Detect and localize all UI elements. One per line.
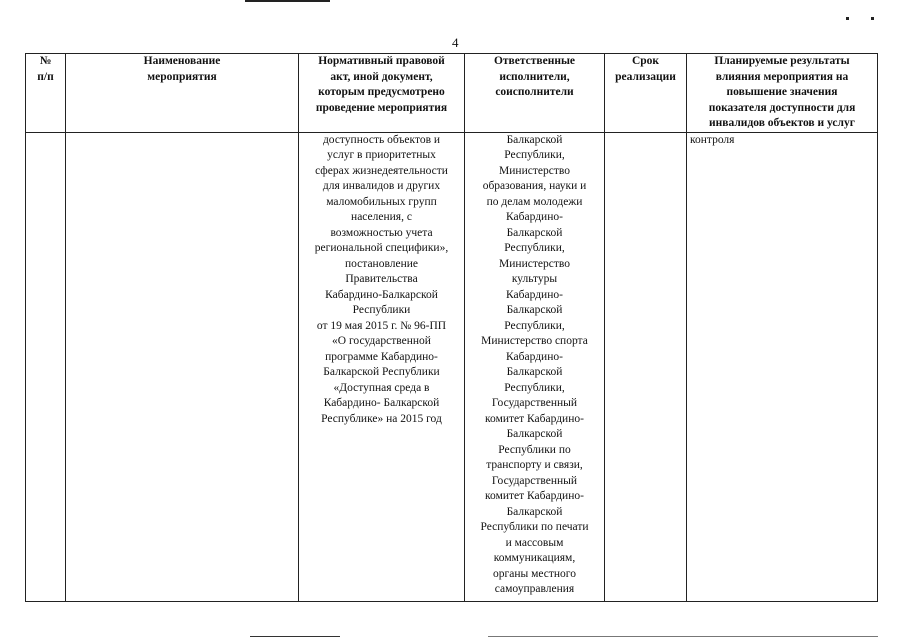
cell-text-line: самоуправления	[494, 583, 575, 595]
cell-text-line: Государственный	[491, 474, 578, 487]
cell-text-line: Балкарской	[506, 133, 563, 146]
header-text-line: №	[39, 55, 52, 67]
page-number: 4	[452, 35, 459, 50]
table-row	[26, 132, 878, 602]
header-text-line: Планируемые результаты	[714, 55, 850, 67]
cell-text-line: сферах жизнедеятельности	[315, 164, 448, 177]
header-text-line: Срок	[631, 55, 660, 67]
header-document	[299, 54, 465, 133]
header-executors	[465, 54, 605, 133]
cell-text-line: возможностью учета	[330, 226, 433, 239]
cell-text-line: Министерство спорта	[481, 335, 588, 347]
cell-text-line: региональной специфики»,	[314, 242, 449, 254]
cell-text-line: Кабардино-	[506, 350, 563, 363]
cell-text-line: коммуникациям,	[493, 552, 576, 564]
header-name	[66, 54, 299, 133]
header-text-line: акт, иной документ,	[330, 70, 433, 83]
cell-text-line: Кабардино-Балкарской	[325, 288, 438, 301]
header-text-line: показателя доступности для	[708, 101, 856, 114]
header-lines	[608, 54, 683, 85]
cell-text-line: Балкарской	[506, 428, 563, 440]
header-lines	[468, 54, 601, 101]
header-text-line: которым предусмотрено	[318, 86, 445, 98]
scan-mark-top-left	[245, 0, 330, 2]
cell-text-line: Балкарской	[506, 366, 563, 378]
header-number	[26, 54, 66, 133]
header-text-line: проведение мероприятия	[315, 101, 448, 114]
cell-results	[687, 132, 878, 602]
cell-text-line: доступность объектов и	[322, 133, 441, 146]
cell-text-line: Кабардино- Балкарской	[323, 397, 440, 409]
header-text-line: Наименование	[143, 55, 221, 67]
header-text-line: Ответственные	[493, 55, 576, 67]
scan-mark-top-right-1	[846, 17, 849, 20]
cell-text-line: и массовым	[505, 536, 564, 549]
header-text-line: повышение значения	[726, 86, 838, 98]
cell-text-line: образования, науки и	[482, 180, 587, 192]
cell-text-line: программе Кабардино-	[325, 350, 438, 363]
cell-document	[299, 132, 465, 602]
header-lines	[69, 54, 295, 85]
header-text-line: Нормативный правовой	[318, 55, 445, 67]
header-lines	[29, 54, 62, 85]
cell-text-line: контроля	[690, 133, 735, 146]
cell-number	[26, 132, 66, 602]
cell-text-line: Республики,	[504, 319, 565, 332]
cell-text-line: транспорту и связи,	[486, 459, 583, 471]
cell-text-line: Балкарской Республики	[323, 366, 440, 378]
header-text-line: реализации	[615, 70, 676, 83]
cell-text-line: «О государственной	[332, 335, 431, 347]
header-text-line: соисполнители	[495, 86, 574, 98]
cell-text-line: Республики,	[504, 381, 565, 394]
cell-text-line: по делам молодежи	[486, 195, 583, 208]
cell-text-line: комитет Кабардино-	[485, 490, 584, 502]
cell-executors	[465, 132, 605, 602]
cell-text-line: Балкарской	[506, 304, 563, 316]
cell-text-line: населения, с	[351, 211, 412, 223]
header-lines	[690, 54, 874, 132]
cell-text-line: маломобильных групп	[326, 195, 437, 208]
header-text-line: мероприятия	[147, 70, 217, 83]
cell-text-line: услуг в приоритетных	[327, 149, 436, 161]
cell-text-line: Республики,	[504, 242, 565, 254]
scan-line-bottom-right	[488, 636, 878, 637]
cell-name	[66, 132, 299, 602]
cell-text-line: Государственный	[491, 397, 578, 409]
cell-text-line: «Доступная среда в	[333, 381, 430, 394]
cell-text-line: Правительства	[345, 273, 418, 285]
cell-text-line: культуры	[511, 273, 558, 285]
cell-text-line: для инвалидов и других	[322, 180, 441, 192]
header-results	[687, 54, 878, 133]
header-lines	[302, 54, 461, 116]
scan-line-bottom-left	[250, 636, 340, 637]
cell-text-line: постановление	[344, 257, 418, 270]
cell-text-line: комитет Кабардино-	[485, 412, 584, 425]
cell-text-line: Республики по	[498, 443, 571, 456]
cell-text-line: Министерство	[499, 164, 570, 177]
header-text-line: исполнители,	[499, 70, 570, 83]
header-text-line: влияния мероприятия на	[715, 70, 849, 83]
cell-text-line: Республики,	[504, 149, 565, 161]
cell-text-line: Республике» на 2015 год	[321, 412, 442, 425]
header-term	[605, 54, 687, 133]
table-header-row	[26, 54, 878, 133]
measures-table	[25, 53, 878, 602]
cell-text-line: органы местного	[493, 567, 576, 580]
cell-text-line: Кабардино-	[506, 211, 563, 223]
scan-mark-top-right-2	[871, 17, 874, 20]
cell-term	[605, 132, 687, 602]
header-text-line: п/п	[37, 70, 54, 83]
cell-text-line: от 19 мая 2015 г. № 96-ПП	[316, 319, 447, 332]
cell-text-line: Республики	[352, 304, 411, 316]
header-text-line: инвалидов объектов и услуг	[709, 117, 855, 129]
cell-text-line: Кабардино-	[506, 288, 563, 301]
cell-text-line: Балкарской	[506, 505, 563, 518]
cell-text-line: Балкарской	[506, 226, 563, 239]
cell-text-line: Министерство	[499, 257, 570, 270]
cell-text-line: Республики по печати	[480, 521, 589, 533]
